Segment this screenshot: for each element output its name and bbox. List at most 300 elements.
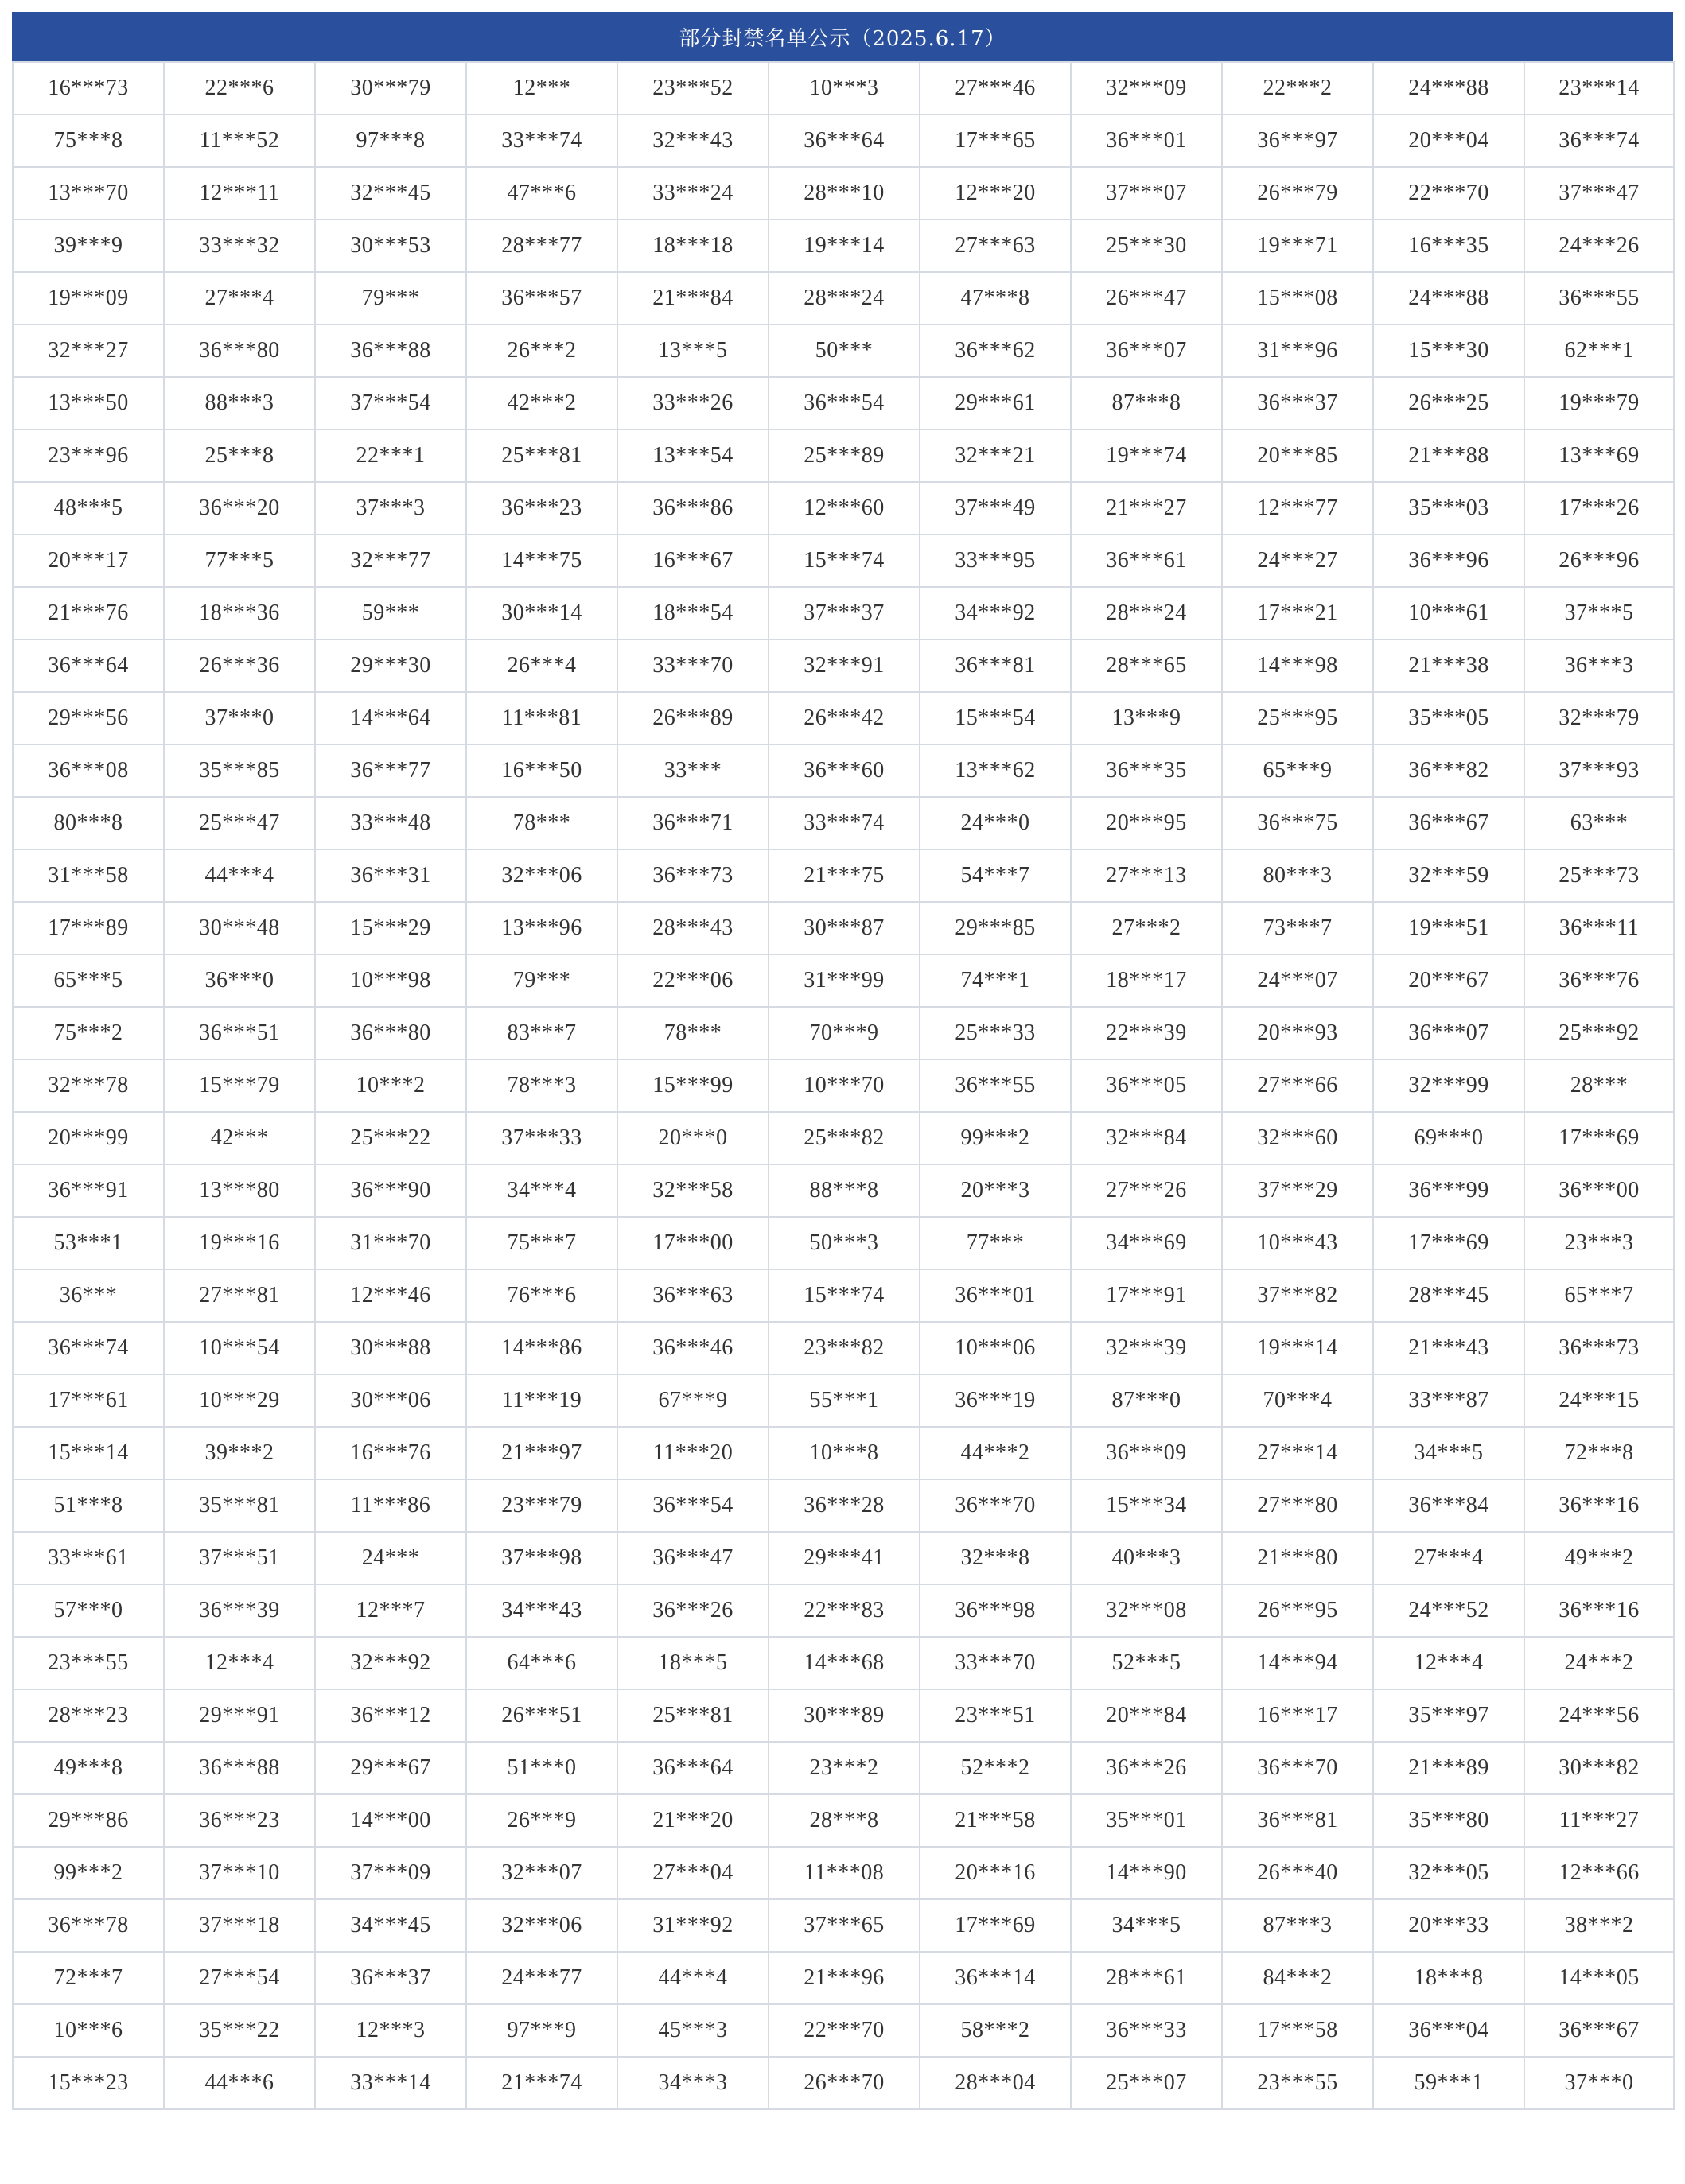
ban-list-sheet: [12, 12, 1673, 2110]
table-cell: 99***2: [13, 1847, 164, 1899]
table-row: [13, 482, 1674, 534]
table-cell: 32***21: [920, 429, 1071, 482]
table-cell: 36***05: [1071, 1059, 1222, 1112]
table-cell: 15***54: [920, 692, 1071, 744]
table-cell: 36***67: [1524, 2004, 1674, 2057]
table-cell: 31***58: [13, 849, 164, 902]
table-cell: 17***61: [13, 1374, 164, 1427]
table-cell: 22***06: [617, 954, 769, 1007]
table-cell: 21***58: [920, 1794, 1071, 1847]
table-cell: 36***81: [1222, 1794, 1373, 1847]
table-cell: 65***7: [1524, 1269, 1674, 1322]
table-cell: 22***39: [1071, 1007, 1222, 1059]
table-cell: 12***20: [920, 167, 1071, 220]
table-cell: 69***0: [1373, 1112, 1524, 1164]
table-cell: 36***54: [617, 1479, 769, 1532]
table-cell: 31***92: [617, 1899, 769, 1952]
table-cell: 35***01: [1071, 1794, 1222, 1847]
table-cell: 77***: [920, 1217, 1071, 1269]
table-cell: 36***74: [1524, 115, 1674, 167]
table-cell: 36***57: [466, 272, 617, 324]
table-cell: 99***2: [920, 1112, 1071, 1164]
table-cell: 35***03: [1373, 482, 1524, 534]
table-cell: 11***08: [769, 1847, 920, 1899]
table-cell: 22***70: [769, 2004, 920, 2057]
table-cell: 36***96: [1373, 534, 1524, 587]
table-cell: 32***39: [1071, 1322, 1222, 1374]
table-cell: 50***3: [769, 1217, 920, 1269]
table-cell: 13***54: [617, 429, 769, 482]
table-cell: 36***63: [617, 1269, 769, 1322]
table-row: [13, 1742, 1674, 1794]
table-cell: 17***65: [920, 115, 1071, 167]
table-cell: 28***65: [1071, 639, 1222, 692]
table-cell: 12***: [466, 62, 617, 115]
table-row: [13, 639, 1674, 692]
table-cell: 16***76: [315, 1427, 466, 1479]
table-cell: 10***43: [1222, 1217, 1373, 1269]
table-cell: 11***27: [1524, 1794, 1674, 1847]
table-cell: 32***59: [1373, 849, 1524, 902]
table-cell: 10***98: [315, 954, 466, 1007]
table-cell: 21***27: [1071, 482, 1222, 534]
table-cell: 12***60: [769, 482, 920, 534]
table-cell: 21***20: [617, 1794, 769, 1847]
table-cell: 11***20: [617, 1427, 769, 1479]
table-cell: 26***2: [466, 324, 617, 377]
table-cell: 15***79: [164, 1059, 315, 1112]
table-cell: 87***8: [1071, 377, 1222, 429]
table-cell: 24***07: [1222, 954, 1373, 1007]
table-cell: 32***06: [466, 1899, 617, 1952]
table-row: [13, 1637, 1674, 1689]
table-cell: 36***28: [769, 1479, 920, 1532]
table-cell: 22***70: [1373, 167, 1524, 220]
table-cell: 36***80: [315, 1007, 466, 1059]
table-cell: 23***3: [1524, 1217, 1674, 1269]
table-cell: 19***14: [769, 220, 920, 272]
table-cell: 47***8: [920, 272, 1071, 324]
table-cell: 20***95: [1071, 797, 1222, 849]
table-row: [13, 1164, 1674, 1217]
table-cell: 76***6: [466, 1269, 617, 1322]
table-cell: 21***38: [1373, 639, 1524, 692]
table-cell: 21***80: [1222, 1532, 1373, 1584]
table-cell: 35***81: [164, 1479, 315, 1532]
table-cell: 13***50: [13, 377, 164, 429]
table-cell: 21***96: [769, 1952, 920, 2004]
table-cell: 32***09: [1071, 62, 1222, 115]
table-cell: 37***54: [315, 377, 466, 429]
table-cell: 15***08: [1222, 272, 1373, 324]
table-cell: 10***2: [315, 1059, 466, 1112]
table-row: [13, 1584, 1674, 1637]
table-cell: 37***33: [466, 1112, 617, 1164]
table-cell: 37***10: [164, 1847, 315, 1899]
table-cell: 18***8: [1373, 1952, 1524, 2004]
table-cell: 28***61: [1071, 1952, 1222, 2004]
table-cell: 88***8: [769, 1164, 920, 1217]
table-cell: 55***1: [769, 1374, 920, 1427]
table-cell: 57***0: [13, 1584, 164, 1637]
table-cell: 26***9: [466, 1794, 617, 1847]
table-cell: 51***8: [13, 1479, 164, 1532]
table-cell: 10***70: [769, 1059, 920, 1112]
table-cell: 30***53: [315, 220, 466, 272]
table-cell: 36***90: [315, 1164, 466, 1217]
table-cell: 14***90: [1071, 1847, 1222, 1899]
table-row: [13, 1847, 1674, 1899]
table-cell: 29***91: [164, 1689, 315, 1742]
table-cell: 37***18: [164, 1899, 315, 1952]
table-cell: 20***85: [1222, 429, 1373, 482]
table-cell: 35***22: [164, 2004, 315, 2057]
table-cell: 36***16: [1524, 1584, 1674, 1637]
table-row: [13, 2004, 1674, 2057]
table-cell: 58***2: [920, 2004, 1071, 2057]
table-cell: 36***00: [1524, 1164, 1674, 1217]
table-cell: 97***8: [315, 115, 466, 167]
table-cell: 48***5: [13, 482, 164, 534]
table-cell: 25***81: [466, 429, 617, 482]
table-cell: 29***56: [13, 692, 164, 744]
table-cell: 38***2: [1524, 1899, 1674, 1952]
table-cell: 37***37: [769, 587, 920, 639]
table-cell: 44***6: [164, 2057, 315, 2109]
table-cell: 15***34: [1071, 1479, 1222, 1532]
table-cell: 44***4: [617, 1952, 769, 2004]
table-cell: 20***3: [920, 1164, 1071, 1217]
table-cell: 30***14: [466, 587, 617, 639]
table-cell: 36***62: [920, 324, 1071, 377]
table-cell: 36***20: [164, 482, 315, 534]
table-cell: 26***89: [617, 692, 769, 744]
table-cell: 13***96: [466, 902, 617, 954]
table-cell: 27***63: [920, 220, 1071, 272]
table-cell: 40***3: [1071, 1532, 1222, 1584]
table-cell: 13***62: [920, 744, 1071, 797]
table-cell: 25***92: [1524, 1007, 1674, 1059]
table-cell: 24***56: [1524, 1689, 1674, 1742]
table-row: [13, 1952, 1674, 2004]
table-cell: 65***9: [1222, 744, 1373, 797]
table-cell: 37***51: [164, 1532, 315, 1584]
table-cell: 26***36: [164, 639, 315, 692]
table-cell: 10***3: [769, 62, 920, 115]
table-cell: 24***0: [920, 797, 1071, 849]
table-cell: 14***00: [315, 1794, 466, 1847]
table-cell: 32***05: [1373, 1847, 1524, 1899]
table-cell: 22***2: [1222, 62, 1373, 115]
table-cell: 36***84: [1373, 1479, 1524, 1532]
table-cell: 36***01: [920, 1269, 1071, 1322]
page-title: 部分封禁名单公示（2025.6.17）: [12, 12, 1673, 61]
table-cell: 32***27: [13, 324, 164, 377]
table-cell: 36***73: [617, 849, 769, 902]
table-cell: 14***64: [315, 692, 466, 744]
table-cell: 23***52: [617, 62, 769, 115]
table-cell: 29***30: [315, 639, 466, 692]
table-cell: 36***88: [164, 1742, 315, 1794]
table-row: [13, 1689, 1674, 1742]
table-cell: 37***07: [1071, 167, 1222, 220]
table-cell: 28***10: [769, 167, 920, 220]
table-cell: 87***0: [1071, 1374, 1222, 1427]
table-cell: 23***2: [769, 1742, 920, 1794]
table-cell: 20***33: [1373, 1899, 1524, 1952]
table-cell: 36***: [13, 1269, 164, 1322]
table-cell: 30***82: [1524, 1742, 1674, 1794]
table-cell: 17***91: [1071, 1269, 1222, 1322]
table-cell: 37***3: [315, 482, 466, 534]
table-cell: 36***86: [617, 482, 769, 534]
table-cell: 32***08: [1071, 1584, 1222, 1637]
table-cell: 27***26: [1071, 1164, 1222, 1217]
table-cell: 75***8: [13, 115, 164, 167]
table-cell: 47***6: [466, 167, 617, 220]
table-cell: 37***47: [1524, 167, 1674, 220]
table-cell: 30***06: [315, 1374, 466, 1427]
table-cell: 15***14: [13, 1427, 164, 1479]
table-cell: 28***04: [920, 2057, 1071, 2109]
table-cell: 24***88: [1373, 62, 1524, 115]
table-cell: 33***32: [164, 220, 315, 272]
table-cell: 75***2: [13, 1007, 164, 1059]
table-cell: 17***69: [1524, 1112, 1674, 1164]
table-cell: 36***54: [769, 377, 920, 429]
table-cell: 33***74: [466, 115, 617, 167]
table-cell: 36***19: [920, 1374, 1071, 1427]
table-cell: 36***07: [1071, 324, 1222, 377]
table-cell: 16***67: [617, 534, 769, 587]
table-row: [13, 1322, 1674, 1374]
table-cell: 34***3: [617, 2057, 769, 2109]
table-cell: 32***8: [920, 1532, 1071, 1584]
table-cell: 26***42: [769, 692, 920, 744]
table-cell: 84***2: [1222, 1952, 1373, 2004]
table-row: [13, 1374, 1674, 1427]
table-cell: 78***: [617, 1007, 769, 1059]
table-cell: 12***3: [315, 2004, 466, 2057]
table-cell: 36***37: [1222, 377, 1373, 429]
table-row: [13, 1532, 1674, 1584]
table-cell: 13***80: [164, 1164, 315, 1217]
table-cell: 21***89: [1373, 1742, 1524, 1794]
table-cell: 26***40: [1222, 1847, 1373, 1899]
table-cell: 36***60: [769, 744, 920, 797]
table-cell: 33***61: [13, 1532, 164, 1584]
table-cell: 26***51: [466, 1689, 617, 1742]
table-cell: 30***48: [164, 902, 315, 954]
table-cell: 54***7: [920, 849, 1071, 902]
table-cell: 32***60: [1222, 1112, 1373, 1164]
table-cell: 16***73: [13, 62, 164, 115]
table-cell: 36***16: [1524, 1479, 1674, 1532]
table-cell: 83***7: [466, 1007, 617, 1059]
table-cell: 20***84: [1071, 1689, 1222, 1742]
table-cell: 33***70: [920, 1637, 1071, 1689]
table-cell: 25***89: [769, 429, 920, 482]
table-cell: 27***14: [1222, 1427, 1373, 1479]
table-cell: 32***06: [466, 849, 617, 902]
table-cell: 10***06: [920, 1322, 1071, 1374]
table-cell: 36***26: [1071, 1742, 1222, 1794]
table-cell: 78***3: [466, 1059, 617, 1112]
table-cell: 27***13: [1071, 849, 1222, 902]
table-cell: 17***69: [1373, 1217, 1524, 1269]
table-cell: 33***14: [315, 2057, 466, 2109]
table-cell: 37***49: [920, 482, 1071, 534]
table-cell: 75***7: [466, 1217, 617, 1269]
table-cell: 25***95: [1222, 692, 1373, 744]
table-cell: 24***15: [1524, 1374, 1674, 1427]
table-cell: 10***29: [164, 1374, 315, 1427]
table-cell: 32***45: [315, 167, 466, 220]
table-cell: 37***98: [466, 1532, 617, 1584]
table-cell: 36***64: [617, 1742, 769, 1794]
table-cell: 32***07: [466, 1847, 617, 1899]
table-row: [13, 534, 1674, 587]
table-cell: 27***04: [617, 1847, 769, 1899]
table-cell: 27***4: [1373, 1532, 1524, 1584]
table-cell: 25***07: [1071, 2057, 1222, 2109]
table-cell: 23***55: [1222, 2057, 1373, 2109]
table-cell: 23***51: [920, 1689, 1071, 1742]
table-cell: 23***55: [13, 1637, 164, 1689]
table-cell: 12***46: [315, 1269, 466, 1322]
table-cell: 88***3: [164, 377, 315, 429]
table-cell: 36***98: [920, 1584, 1071, 1637]
table-cell: 11***81: [466, 692, 617, 744]
table-cell: 20***04: [1373, 115, 1524, 167]
table-cell: 18***36: [164, 587, 315, 639]
table-cell: 36***3: [1524, 639, 1674, 692]
table-cell: 37***5: [1524, 587, 1674, 639]
table-row: [13, 1899, 1674, 1952]
table-cell: 33***24: [617, 167, 769, 220]
table-cell: 21***97: [466, 1427, 617, 1479]
table-cell: 23***14: [1524, 62, 1674, 115]
table-cell: 21***43: [1373, 1322, 1524, 1374]
table-cell: 19***16: [164, 1217, 315, 1269]
table-cell: 36***82: [1373, 744, 1524, 797]
table-cell: 42***: [164, 1112, 315, 1164]
table-cell: 64***6: [466, 1637, 617, 1689]
table-cell: 59***: [315, 587, 466, 639]
table-cell: 27***46: [920, 62, 1071, 115]
table-cell: 21***74: [466, 2057, 617, 2109]
table-cell: 36***99: [1373, 1164, 1524, 1217]
table-row: [13, 377, 1674, 429]
table-cell: 44***2: [920, 1427, 1071, 1479]
table-cell: 33***48: [315, 797, 466, 849]
table-cell: 10***8: [769, 1427, 920, 1479]
table-cell: 27***66: [1222, 1059, 1373, 1112]
table-cell: 36***23: [164, 1794, 315, 1847]
table-cell: 36***11: [1524, 902, 1674, 954]
table-cell: 28***: [1524, 1059, 1674, 1112]
table-cell: 34***43: [466, 1584, 617, 1637]
table-cell: 51***0: [466, 1742, 617, 1794]
table-cell: 17***26: [1524, 482, 1674, 534]
table-cell: 25***73: [1524, 849, 1674, 902]
table-cell: 37***93: [1524, 744, 1674, 797]
table-cell: 36***39: [164, 1584, 315, 1637]
table-cell: 36***14: [920, 1952, 1071, 2004]
table-cell: 36***12: [315, 1689, 466, 1742]
table-cell: 24***2: [1524, 1637, 1674, 1689]
table-cell: 17***21: [1222, 587, 1373, 639]
table-cell: 79***: [466, 954, 617, 1007]
table-cell: 30***88: [315, 1322, 466, 1374]
table-row: [13, 220, 1674, 272]
table-cell: 18***17: [1071, 954, 1222, 1007]
table-cell: 27***2: [1071, 902, 1222, 954]
table-cell: 13***69: [1524, 429, 1674, 482]
table-cell: 36***97: [1222, 115, 1373, 167]
table-cell: 33***74: [769, 797, 920, 849]
table-row: [13, 1217, 1674, 1269]
table-cell: 32***92: [315, 1637, 466, 1689]
table-cell: 70***9: [769, 1007, 920, 1059]
table-cell: 36***61: [1071, 534, 1222, 587]
table-cell: 36***37: [315, 1952, 466, 2004]
table-cell: 80***8: [13, 797, 164, 849]
table-cell: 24***: [315, 1532, 466, 1584]
table-row: [13, 272, 1674, 324]
table-cell: 17***00: [617, 1217, 769, 1269]
table-cell: 10***61: [1373, 587, 1524, 639]
table-cell: 36***0: [164, 954, 315, 1007]
table-cell: 23***96: [13, 429, 164, 482]
table-cell: 77***5: [164, 534, 315, 587]
table-cell: 20***16: [920, 1847, 1071, 1899]
table-row: [13, 1427, 1674, 1479]
table-cell: 29***41: [769, 1532, 920, 1584]
table-cell: 16***17: [1222, 1689, 1373, 1742]
table-cell: 22***1: [315, 429, 466, 482]
table-cell: 19***71: [1222, 220, 1373, 272]
table-cell: 29***67: [315, 1742, 466, 1794]
ban-list-table: [12, 61, 1675, 2110]
table-cell: 13***70: [13, 167, 164, 220]
table-cell: 29***61: [920, 377, 1071, 429]
table-cell: 28***45: [1373, 1269, 1524, 1322]
table-cell: 33***87: [1373, 1374, 1524, 1427]
table-cell: 36***75: [1222, 797, 1373, 849]
table-cell: 32***77: [315, 534, 466, 587]
table-cell: 70***4: [1222, 1374, 1373, 1427]
table-cell: 24***27: [1222, 534, 1373, 587]
table-cell: 24***77: [466, 1952, 617, 2004]
table-cell: 45***3: [617, 2004, 769, 2057]
table-cell: 17***69: [920, 1899, 1071, 1952]
table-cell: 36***23: [466, 482, 617, 534]
table-cell: 80***3: [1222, 849, 1373, 902]
table-cell: 72***8: [1524, 1427, 1674, 1479]
table-cell: 36***04: [1373, 2004, 1524, 2057]
table-cell: 18***18: [617, 220, 769, 272]
table-cell: 18***54: [617, 587, 769, 639]
table-cell: 36***33: [1071, 2004, 1222, 2057]
table-row: [13, 797, 1674, 849]
table-cell: 20***99: [13, 1112, 164, 1164]
table-cell: 25***47: [164, 797, 315, 849]
table-cell: 25***33: [920, 1007, 1071, 1059]
table-cell: 26***79: [1222, 167, 1373, 220]
table-cell: 73***7: [1222, 902, 1373, 954]
table-cell: 65***5: [13, 954, 164, 1007]
